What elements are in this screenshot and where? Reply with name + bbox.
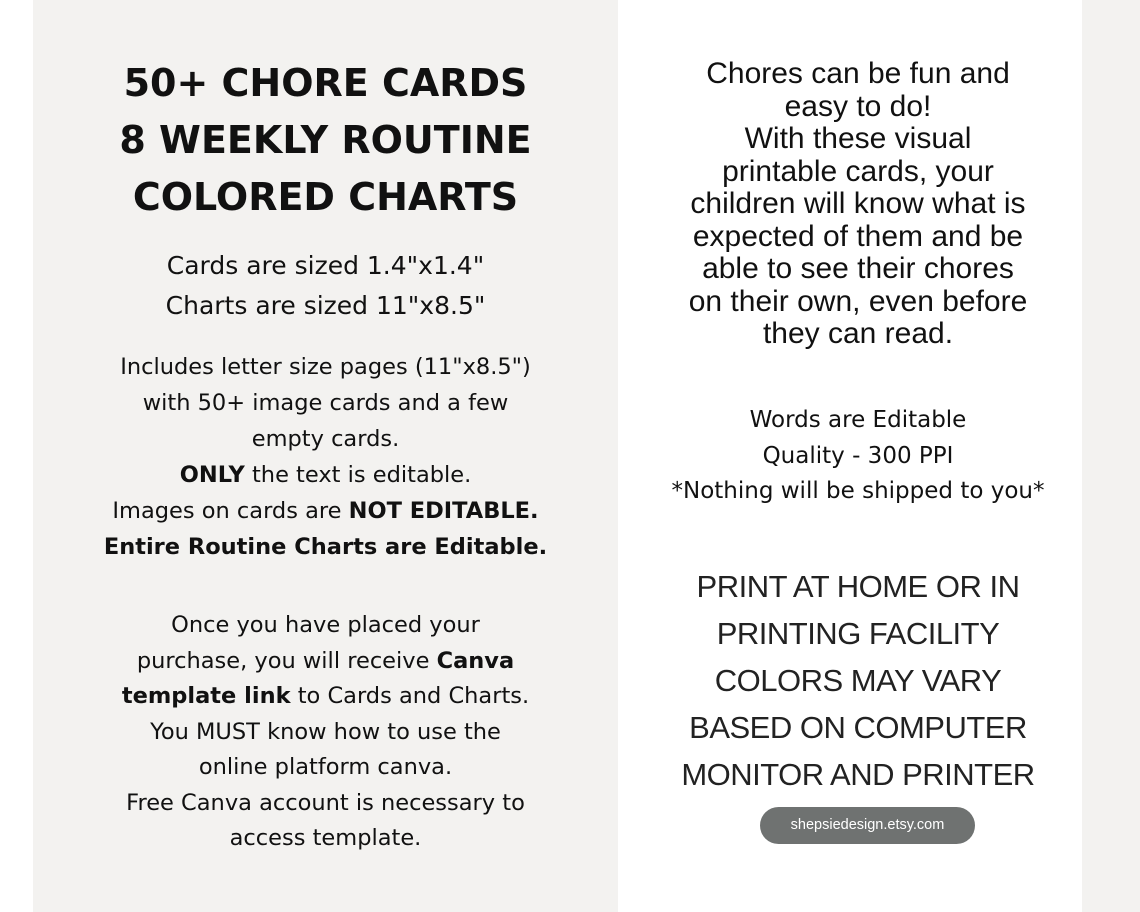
quality-text: Quality - 300 PPI xyxy=(762,442,954,469)
purchase-line: access template. xyxy=(229,825,422,851)
template-link-emphasis: template link xyxy=(121,683,291,709)
canva-emphasis: Canva xyxy=(436,647,515,674)
images-note: Images on cards are xyxy=(112,498,349,524)
product-info xyxy=(618,403,1098,510)
left-panel xyxy=(33,0,618,912)
purchase-line xyxy=(33,644,618,680)
intro-line: expected of them and be xyxy=(692,219,1024,253)
editable-words-text: Words are Editable xyxy=(749,407,967,433)
charts-editable-emphasis: Entire Routine Charts are Editable. xyxy=(103,534,548,560)
includes-line xyxy=(33,529,618,565)
includes-line: Includes letter size pages (11"x8.5") xyxy=(120,354,531,380)
chart-size-text: Charts are sized 11"x8.5" xyxy=(165,291,486,320)
title-line: COLORED CHARTS xyxy=(132,175,519,219)
intro-line: Chores can be fun and xyxy=(706,57,1010,90)
includes-line xyxy=(33,457,618,493)
intro-line: With these visual xyxy=(744,122,972,155)
print-line: MONITOR AND PRINTER xyxy=(681,757,1035,792)
print-line: BASED ON COMPUTER xyxy=(689,710,1027,745)
left-margin xyxy=(0,0,33,912)
receive-note: purchase, you will receive xyxy=(136,647,437,674)
intro-text xyxy=(618,58,1098,351)
purchase-line: Free Canva account is necessary to xyxy=(126,789,525,816)
includes-line: empty cards. xyxy=(251,426,400,452)
intro-line: children will know what is xyxy=(690,187,1026,220)
includes-line: with 50+ image cards and a few xyxy=(142,390,509,416)
intro-line: easy to do! xyxy=(784,89,932,123)
card-size-text: Cards are sized 1.4"x1.4" xyxy=(166,251,485,280)
title-line: 8 WEEKLY ROUTINE xyxy=(119,118,532,162)
only-emphasis: ONLY xyxy=(179,462,245,488)
not-editable-emphasis: NOT EDITABLE. xyxy=(348,498,539,524)
right-panel xyxy=(618,0,1082,912)
print-line: COLORS MAY VARY xyxy=(714,663,1002,698)
intro-line: on their own, even before xyxy=(688,284,1028,318)
includes-text xyxy=(33,349,618,565)
print-line: PRINT AT HOME OR IN xyxy=(696,569,1020,604)
intro-line: they can read. xyxy=(762,317,954,350)
purchase-line: You MUST know how to use the xyxy=(150,718,501,745)
right-margin xyxy=(1082,0,1140,912)
purchase-line: Once you have placed your xyxy=(171,612,480,638)
purchase-text xyxy=(33,608,618,857)
product-title xyxy=(33,55,618,226)
size-info xyxy=(33,246,618,326)
editable-note: the text is editable. xyxy=(244,462,472,488)
includes-line xyxy=(33,493,618,529)
purchase-line xyxy=(33,679,618,715)
cards-charts-note: to Cards and Charts. xyxy=(290,683,530,709)
print-notice xyxy=(618,563,1098,798)
print-line: PRINTING FACILITY xyxy=(716,616,1000,651)
shipping-note: *Nothing will be shipped to you* xyxy=(671,478,1045,504)
intro-line: able to see their chores xyxy=(702,252,1014,285)
store-link-badge[interactable]: shepsiedesign.etsy.com xyxy=(760,807,975,844)
intro-line: printable cards, your xyxy=(722,154,994,188)
title-line: 50+ CHORE CARDS xyxy=(123,61,528,105)
purchase-line: online platform canva. xyxy=(198,754,453,780)
